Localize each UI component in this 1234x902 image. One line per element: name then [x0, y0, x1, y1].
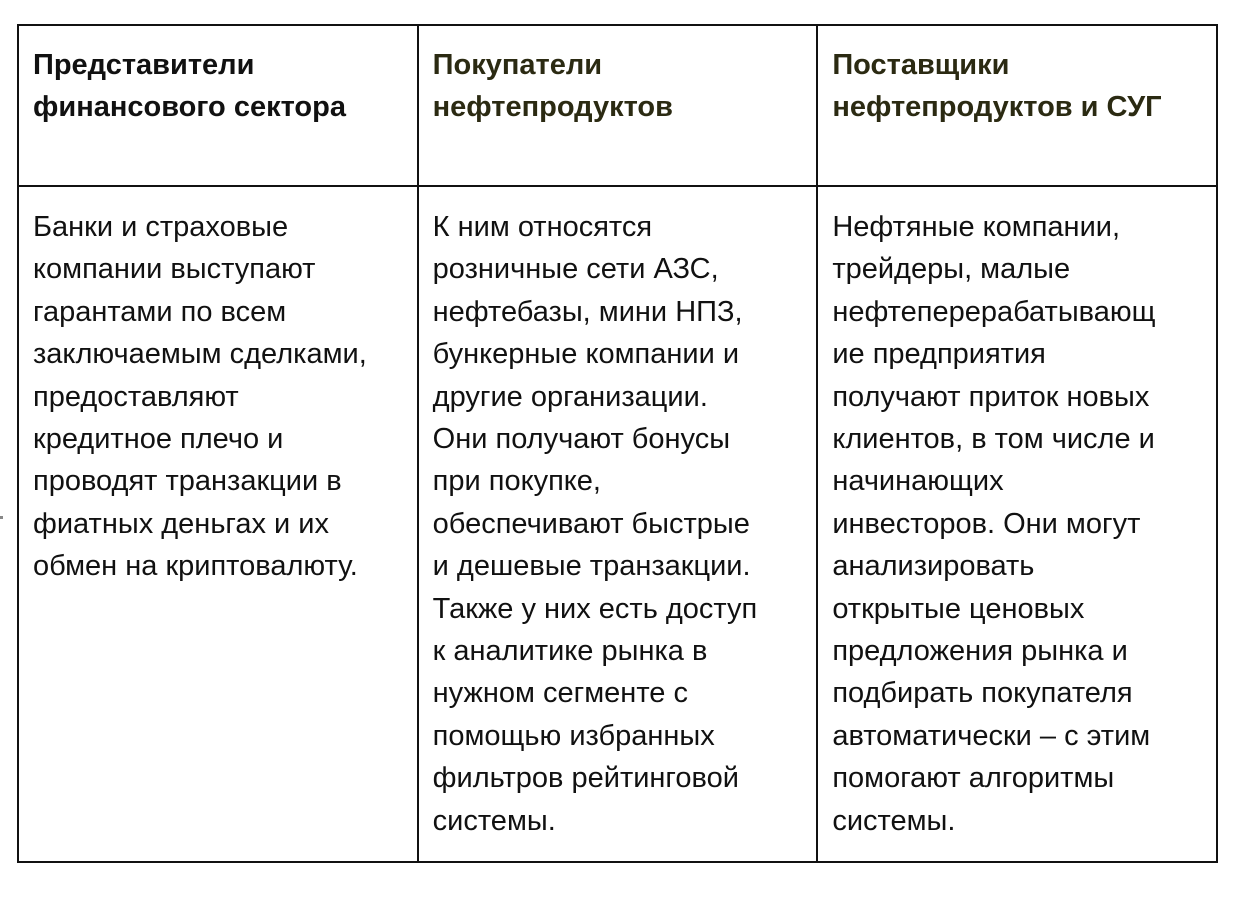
- table-body-row: [18, 186, 1217, 862]
- description-suppliers: Нефтяные компании, трейдеры, малые нефтеперерабатывающ ие предприятия получают приток новых клиентов, в том числе и начинающих инвесторов. Они могут анализировать открытые ценовых предложения рынка и подбирать покупателя автоматически – с этим помогают алгоритмы системы.: [832, 211, 1156, 837]
- participants-table: [17, 24, 1218, 863]
- body-cell-buyers: [418, 186, 818, 862]
- description-financial-sector: Банки и страховые компании выступают гарантами по всем заключаемым сделками, предоставляют кредитное плечо и проводят транзакции в фиатных деньгах и их обмен на криптовалюту.: [33, 211, 367, 583]
- header-cell-buyers: [418, 25, 818, 186]
- margin-marker: [0, 516, 3, 519]
- header-buyers: Покупатели нефтепродуктов: [432, 49, 673, 123]
- body-cell-suppliers: [817, 186, 1217, 862]
- table-header-row: [18, 25, 1217, 186]
- header-cell-financial-sector: [18, 25, 418, 186]
- header-financial-sector: Представители финансового сектора: [33, 49, 346, 123]
- header-cell-suppliers: [817, 25, 1217, 186]
- body-cell-financial-sector: [18, 186, 418, 862]
- header-suppliers: Поставщики нефтепродуктов и СУГ: [832, 49, 1162, 123]
- description-buyers: К ним относятся розничные сети АЗС, нефтебазы, мини НПЗ, бункерные компании и другие организации. Они получают бонусы при покупке, обеспечивают быстрые и дешевые транзакции. Также у них есть доступ к аналитике рынка в нужном сегменте с помощью избранных фильтров рейтинговой системы.: [432, 211, 758, 837]
